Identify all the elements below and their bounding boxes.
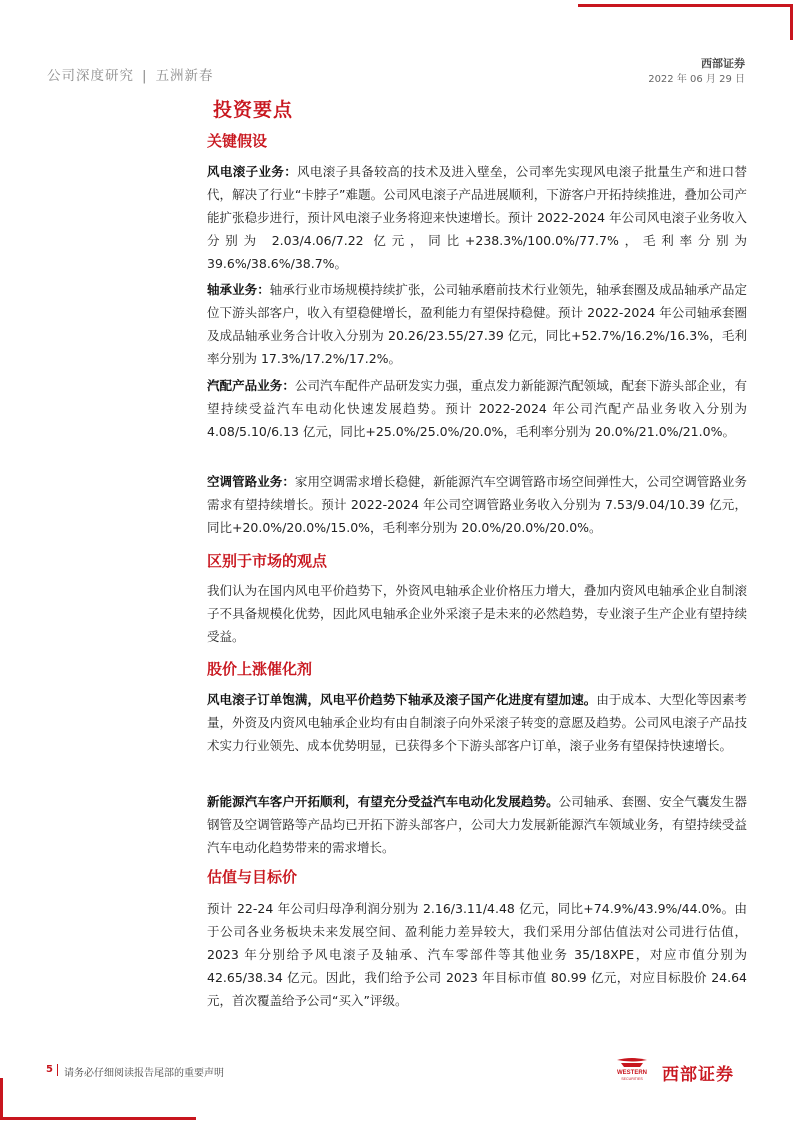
catalyst-lead: 新能源汽车客户开拓顺利，有望充分受益汽车电动化发展趋势。 <box>207 794 559 809</box>
assumption-paragraph <box>207 278 747 370</box>
report-type: 公司深度研究 <box>47 68 134 84</box>
footer-disclaimer: 请务必仔细阅读报告尾部的重要声明 <box>64 1068 224 1079</box>
assumption-text: 轴承行业市场规模持续扩张，公司轴承磨前技术行业领先，轴承套圈及成品轴承产品定位下游头部客户，收入有望稳健增长，盈利能力有望保持稳健。预计 2022-2024 年公司轴承套圈及成品轴承业务合计收入分别为 20.26/23.55/27.39 亿元，同比+52.7%/16.2%/16.3%，毛利率分别为 17.3%/17.2%/17.2%。 <box>207 282 747 366</box>
footer-divider <box>57 1064 58 1076</box>
section-heading-key-assumptions: 关键假设 <box>207 132 268 150</box>
valuation-paragraph: 预计 22-24 年公司归母净利润分别为 2.16/3.11/4.48 亿元，同比+74.9%/43.9%/44.0%。由于公司各业务板块未来发展空间、盈利能力差异较大，我们采用分部估值法对公司进行估值，2023 年分别给予风电滚子及轴承、汽车零部件等其他业务 35/18XPE，对应市值分别为 42.65/38.34 亿元。因此，我们给予公司 2023 年目标市值 80.99 亿元，对应目标股价 24.64 元，首次覆盖给予公司“买入”评级。 <box>207 901 747 1008</box>
catalyst-text: 由于成本、大型化等因素考量，外资及内资风电轴承企业均有由自制滚子向外采滚子转变的意愿及趋势。公司风电滚子产品技术实力行业领先、成本优势明显，已获得多个下游头部客户订单，滚子业务有望保持快速增长。 <box>207 692 747 753</box>
company-name: 五洲新春 <box>155 68 214 84</box>
logo-text-en2: SECURITIES <box>621 1077 643 1081</box>
catalyst-paragraph <box>207 790 747 859</box>
assumption-text: 家用空调需求增长稳健，新能源汽车空调管路市场空间弹性大，公司空调管路业务需求有望持续增长。预计 2022-2024 年公司空调管路业务收入分别为 7.53/9.04/10.39 亿元，同比+20.0%/20.0%/15.0%，毛利率分别为 20.0%/20.0%/20.0%。 <box>207 474 747 535</box>
assumption-lead: 汽配产品业务： <box>207 378 295 393</box>
logo-text-en1: WESTERN <box>617 1070 647 1076</box>
section-heading-catalysts: 股价上涨催化剂 <box>207 660 313 678</box>
market-view-paragraph: 我们认为在国内风电平价趋势下，外资风电轴承企业价格压力增大，叠加内资风电轴承企业自制滚子不具备规模化优势，因此风电轴承企业外采滚子是未来的必然趋势，专业滚子生产企业有望持续受益。 <box>207 583 747 644</box>
logo-text-cn: 西部证券 <box>662 1065 734 1085</box>
assumption-lead: 风电滚子业务： <box>207 164 298 179</box>
assumption-text: 公司汽车配件产品研发实力强，重点发力新能源汽配领域，配套下游头部企业，有望持续受益汽车电动化快速发展趋势。预计 2022-2024 年公司汽配产品业务收入分别为 4.08/5.10/6.13 亿元，同比+25.0%/25.0%/20.0%，毛利率分别为 20.0%/21.0%/21.0%。 <box>207 378 747 439</box>
header-separator: | <box>142 68 148 84</box>
catalyst-lead: 风电滚子订单饱满，风电平价趋势下轴承及滚子国产化进度有望加速。 <box>207 692 597 707</box>
assumption-text: 风电滚子具备较高的技术及进入壁垒，公司率先实现风电滚子批量生产和进口替代，解决了行业“卡脖子”难题。公司风电滚子产品进展顺利，下游客户开拓持续推进，叠加公司产能扩张稳步进行，预计风电滚子业务将迎来快速增长。预计 2022-2024 年公司风电滚子业务收入分别为 2.03/4.06/7.22 亿元，同比+238.3%/100.0%/77.7%，毛利率分别为 39.6%/38.6%/38.7%。 <box>207 164 747 271</box>
assumption-lead: 轴承业务： <box>207 282 270 297</box>
corner-line-left <box>0 1078 3 1120</box>
section-heading-market-view: 区别于市场的观点 <box>207 552 328 570</box>
section-heading-valuation: 估值与目标价 <box>207 868 298 886</box>
corner-line-bottom <box>0 1117 196 1120</box>
header-left <box>47 64 214 84</box>
page-number: 5 <box>46 1064 53 1075</box>
western-securities-logo-icon <box>607 1057 657 1083</box>
header-date: 2022 年 06 月 29 日 <box>648 74 745 85</box>
assumption-lead: 空调管路业务： <box>207 474 295 489</box>
assumption-paragraph <box>207 374 747 443</box>
header-brand: 西部证券 <box>701 57 745 70</box>
catalyst-paragraph <box>207 688 747 757</box>
assumption-paragraph <box>207 160 747 275</box>
corner-line-top <box>578 4 793 7</box>
catalyst-text: 公司轴承、套圈、安全气囊发生器钢管及空调管路等产品均已开拓下游头部客户，公司大力发展新能源汽车领域业务，有望持续受益汽车电动化趋势带来的需求增长。 <box>207 794 747 855</box>
page-title: 投资要点 <box>213 99 294 121</box>
assumption-paragraph <box>207 470 747 539</box>
